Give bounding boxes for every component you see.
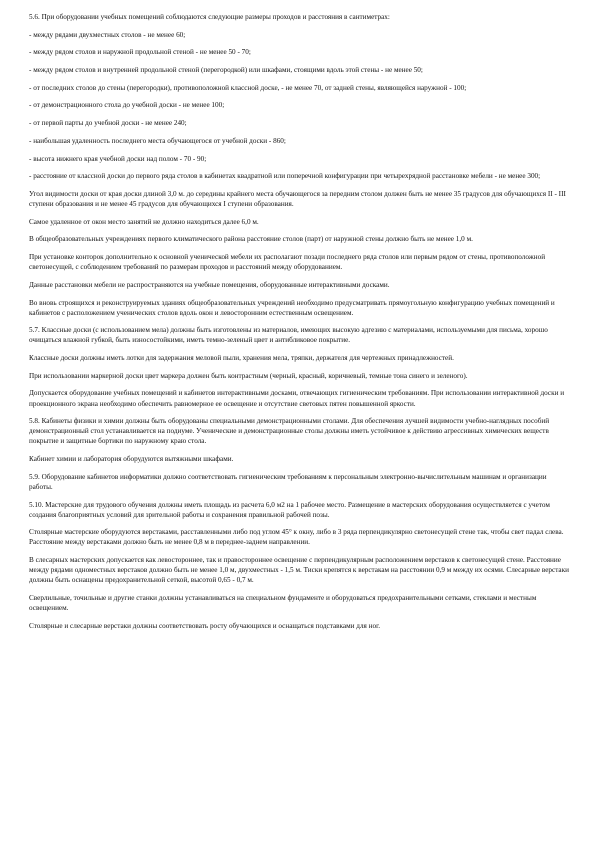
document-body: [29, 12, 569, 638]
paragraph: - между рядом столов и наружной продольной стеной - не менее 50 - 70;: [29, 48, 251, 57]
paragraph: - между рядами двухместных столов - не менее 60;: [29, 30, 186, 39]
paragraph: 5.10. Мастерские для трудового обучения должны иметь площадь из расчета 6,0 м2 на 1 рабочее место. Размещение в мастерских оборудования осуществляется с учетом создания благоприятных условий для зрительной работы и сохранения правильной рабочей позы.: [29, 500, 550, 519]
paragraph: Классные доски должны иметь лотки для задержания меловой пыли, хранения мела, тряпки, держателя для чертежных принадлежностей.: [29, 354, 454, 363]
paragraph: - между рядом столов и внутренней продольной стеной (перегородкой) или шкафами, стоящими вдоль этой стены - не менее 50;: [29, 66, 423, 75]
paragraph: - наибольшая удаленность последнего места обучающегося от учебной доски - 860;: [29, 136, 286, 145]
paragraph: - высота нижнего края учебной доски над полом - 70 - 90;: [29, 154, 207, 163]
paragraph: При использовании маркерной доски цвет маркера должен быть контрастным (черный, красный, коричневый, темные тона синего и зеленого).: [29, 371, 468, 380]
paragraph: 5.9. Оборудование кабинетов информатики должно соответствовать гигиеническим требованиям к персональным электронно-вычислительным машинам и организации работы.: [29, 472, 547, 491]
paragraph: Во вновь строящихся и реконструируемых зданиях общеобразовательных учреждений необходимо предусматривать прямоугольную конфигурацию учебных помещений и кабинетов с расположением ученических столов вдоль окон и левосторонним естественным освещением.: [29, 298, 555, 317]
paragraph: Сверлильные, точильные и другие станки должны устанавливаться на специальном фундаменте и оборудоваться предохранительными сетками, стеклами и местным освещением.: [29, 594, 537, 613]
paragraph: В общеобразовательных учреждениях первого климатического района расстояние столов (парт) от наружной стены должно быть не менее 1,0 м.: [29, 235, 473, 244]
paragraph: Данные расстановки мебели не распространяются на учебные помещения, оборудованные интерактивными досками.: [29, 280, 390, 289]
paragraph: - от первой парты до учебной доски - не менее 240;: [29, 119, 187, 128]
paragraph: 5.8. Кабинеты физики и химии должны быть оборудованы специальными демонстрационными столами. Для обеспечения лучшей видимости учебно-наглядных пособий демонстрационный стол устанавливается на подиуме. Ученические и демонстрационные столы должны иметь устойчивое к действию агрессивных химических веществ покрытие и защитные бортики по наружному краю стола.: [29, 417, 550, 446]
paragraph: 5.6. При оборудовании учебных помещений соблюдаются следующие размеры проходов и расстояния в сантиметрах:: [29, 13, 390, 21]
paragraph: Столярные и слесарные верстаки должны соответствовать росту обучающихся и оснащаться подставками для ног.: [29, 621, 381, 630]
paragraph: Угол видимости доски от края доски длиной 3,0 м. до середины крайнего места обучающегося за передним столом должен быть не менее 35 градусов для обучающихся II - III ступени образования и не менее 45 градусов для обучающихся I ступени образования.: [29, 189, 566, 208]
paragraph: В слесарных мастерских допускается как левостороннее, так и правостороннее освещение с перпендикулярным расположением верстаков к светонесущей стене. Расстояние между рядами одноместных верстаков должно быть не менее 1,0 м, двухместных - 1,5 м. Тиски крепятся к верстакам на расстоянии 0,9 м между их осями. Слесарные верстаки должны быть оснащены предохранительной сеткой, высотой 0,65 - 0,7 м.: [29, 556, 569, 585]
paragraph: Самое удаленное от окон место занятий не должно находиться далее 6,0 м.: [29, 217, 259, 226]
paragraph: Кабинет химии и лаборатория оборудуются вытяжными шкафами.: [29, 455, 234, 464]
paragraph: Допускается оборудование учебных помещений и кабинетов интерактивными досками, отвечающих гигиеническим требованиям. При использовании интерактивной доски и проекционного экрана необходимо обеспечить равномерное ее освещение и отсутствие световых пятен повышенной яркости.: [29, 389, 565, 408]
paragraph: - расстояние от классной доски до первого ряда столов в кабинетах квадратной или поперечной конфигурации при четырехрядной расстановке мебели - не менее 300;: [29, 172, 541, 181]
paragraph: - от демонстрационного стола до учебной доски - не менее 100;: [29, 101, 225, 110]
paragraph: Столярные мастерские оборудуются верстаками, расставленными либо под углом 45° к окну, либо в 3 ряда перпендикулярно светонесущей стене так, чтобы свет падал слева. Расстояние между верстаками должно быть не менее 0,8 м в переднее-заднем направлении.: [29, 528, 564, 547]
paragraph: 5.7. Классные доски (с использованием мела) должны быть изготовлены из материалов, имеющих высокую адгезию с материалами, используемыми для письма, хорошо очищаться влажной губкой, быть износостойкими, иметь темно-зеленый цвет и антибликовое покрытие.: [29, 326, 548, 345]
paragraph: - от последних столов до стены (перегородки), противоположной классной доске, - не менее 70, от задней стены, являющейся наружной - 100;: [29, 83, 467, 92]
paragraph: При установке конторок дополнительно к основной ученической мебели их располагают позади последнего ряда столов или первым рядом от стены, противоположной светонесущей, с соблюдением требований по размерам проходов и расстояний между оборудованием.: [29, 253, 546, 272]
